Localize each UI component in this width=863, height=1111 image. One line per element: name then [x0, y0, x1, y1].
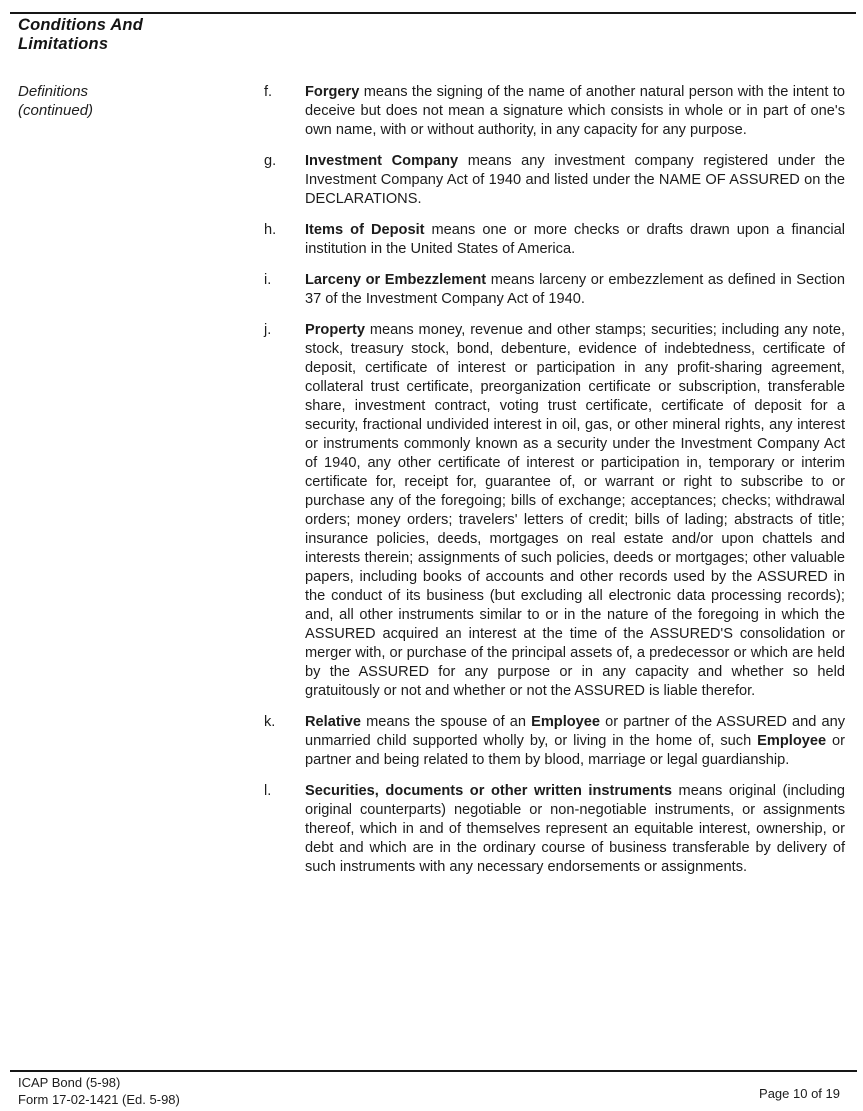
definition-letter: h. [264, 222, 277, 238]
definition-body-text: or partner and being related to them by blood, marriage or legal guardianship. [305, 733, 845, 768]
definition-text [305, 782, 845, 877]
definition-letter: i. [264, 272, 272, 288]
defined-term: Items of Deposit [305, 222, 425, 238]
definition-letter: l. [264, 783, 272, 799]
footer-form-info [18, 1075, 180, 1108]
page-title-line2: Limitations [18, 35, 109, 53]
definition-body-text: means money, revenue and other stamps; securities; including any note, stock, treasury stock, bond, debenture, evidence of indebtedness, certificate of deposit, certificate of interest or participation in any profit-sharing agreement, collateral trust certificate, preorganization certificate or subscription, transferable share, investment contract, voting trust certificate, certificate of deposit for a security, fractional undivided interest in oil, gas, or other mineral rights, any interest or instruments commonly known as a security under the Investment Company Act of 1940, any other certificate of interest or participation in, temporary or interim certificate for, receipt for, guarantee of, or warrant or right to subscribe to or purchase any of the foregoing; bills of exchange; acceptances; checks; withdrawal orders; money orders; travelers' letters of credit; bills of lading; abstracts of title; insurance policies, deeds, mortgages on real estate and/or upon chattels and interests therein; assignments of such policies, deeds or mortgages; other valuable papers, including books of accounts and other records used by the ASSURED in the conduct of its business (but excluding all electronic data processing records); and, all other instruments similar to or in the nature of the foregoing in which the ASSURED acquired an interest at the time of the ASSURED'S consolidation or merger with, or purchase of the principal assets of, a predecessor or which are held by the ASSURED for any purpose or in any capacity and whether so held gratuitously or not and whether or not the ASSURED is liable therefor. [305, 322, 845, 699]
definition-item [264, 713, 846, 770]
definition-text [305, 271, 845, 309]
definition-body-text: means one or more checks or drafts drawn upon a financial institution in the United States of America. [305, 222, 845, 257]
definition-body-text: means the spouse of an [360, 714, 532, 730]
definitions-list [264, 83, 846, 889]
defined-term: Investment Company [305, 153, 459, 169]
definition-item [264, 83, 846, 140]
definition-text [305, 221, 845, 259]
definition-letter: f. [264, 84, 273, 100]
section-label-line2: (continued) [18, 101, 94, 119]
definition-body-text: or partner of the ASSURED and any unmarried child supported wholly by, or living in the home of, such [305, 714, 845, 749]
page-title-line1: Conditions And [18, 16, 143, 34]
defined-term: Relative [305, 714, 361, 730]
definition-body-text: means original (including original counterparts) negotiable or non-negotiable instruments, or assignments thereof, which in and of themselves represent an equitable interest, ownership, or debt and which are in the ordinary course of business transferable by delivery of such instruments with any necessary endorsements or assignments. [305, 783, 846, 875]
definition-item [264, 782, 846, 877]
page-title [18, 16, 143, 54]
page-number: Page 10 of 19 [759, 1086, 840, 1101]
definition-item [264, 321, 846, 701]
definition-text [305, 321, 845, 701]
footer-form-number: Form 17-02-1421 (Ed. 5-98) [18, 1091, 180, 1107]
definition-letter: g. [264, 153, 277, 169]
definition-text [305, 713, 845, 770]
defined-term: Larceny or Embezzlement [305, 272, 487, 288]
definition-letter: j. [264, 322, 272, 338]
defined-term: Employee [757, 733, 827, 749]
definition-item [264, 221, 846, 259]
header-divider [10, 12, 856, 14]
definition-body-text: means any investment company registered under the Investment Company Act of 1940 and listed under the NAME OF ASSURED on the DECLARATIONS. [305, 153, 845, 207]
definition-item [264, 271, 846, 309]
defined-term: Forgery [305, 84, 360, 100]
footer-bond-name: ICAP Bond (5-98) [18, 1075, 121, 1090]
definition-text [305, 83, 845, 140]
definition-body-text: means the signing of the name of another natural person with the intent to deceive but does not mean a signature which consists in whole or in part of one's own name, with or without authority, in any capacity for any purpose. [305, 84, 845, 138]
defined-term: Property [305, 322, 366, 338]
definition-body-text: means larceny or embezzlement as defined in Section 37 of the Investment Company Act of 1940. [305, 272, 845, 307]
definition-text [305, 152, 845, 209]
section-label-line1: Definitions [18, 83, 89, 100]
section-label [18, 83, 93, 120]
definition-item [264, 152, 846, 209]
footer-divider [10, 1070, 857, 1072]
defined-term: Employee [531, 714, 601, 730]
definition-letter: k. [264, 714, 276, 730]
defined-term: Securities, documents or other written instruments [305, 783, 672, 799]
